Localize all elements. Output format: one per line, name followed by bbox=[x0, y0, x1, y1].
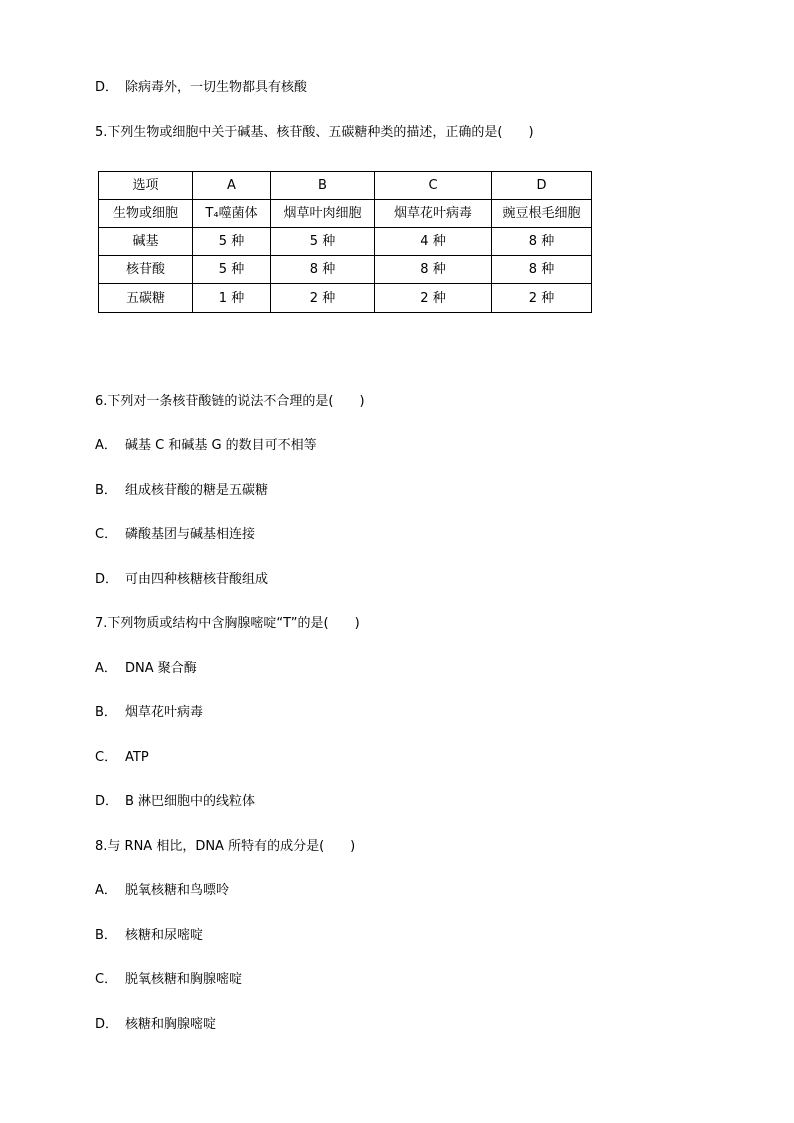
table-row bbox=[99, 256, 592, 284]
table-row bbox=[99, 228, 592, 256]
table-cell: 2 种 bbox=[271, 284, 375, 313]
option-text: DNA 聚合酶 bbox=[125, 661, 197, 676]
table-cell: 8 种 bbox=[492, 256, 592, 284]
table-cell: B bbox=[271, 172, 375, 200]
table-cell: 烟草花叶病毒 bbox=[375, 200, 492, 228]
table-cell: 豌豆根毛细胞 bbox=[492, 200, 592, 228]
table-cell: 选项 bbox=[99, 172, 193, 200]
option-label: D． bbox=[95, 80, 119, 95]
table-cell: 5 种 bbox=[193, 256, 271, 284]
table-cell: 8 种 bbox=[375, 256, 492, 284]
q6-option-a bbox=[95, 437, 317, 455]
q7-stem: 7.下列物质或结构中含胸腺嘧啶“T”的是( ) bbox=[95, 616, 360, 631]
table-cell: 5 种 bbox=[193, 228, 271, 256]
q5-stem: 5.下列生物或细胞中关于碱基、核苷酸、五碳糖种类的描述，正确的是( ) bbox=[95, 125, 534, 140]
table-cell: 8 种 bbox=[492, 228, 592, 256]
q7-option-c bbox=[95, 749, 149, 767]
table-row bbox=[99, 172, 592, 200]
table-cell: 2 种 bbox=[492, 284, 592, 313]
q7-option-a bbox=[95, 660, 197, 678]
table-cell: 1 种 bbox=[193, 284, 271, 313]
table-cell: 5 种 bbox=[271, 228, 375, 256]
option-label: D． bbox=[95, 572, 119, 587]
q8-option-a bbox=[95, 882, 229, 900]
q5-table bbox=[98, 171, 592, 313]
option-text: 碱基 C 和碱基 G 的数目可不相等 bbox=[125, 438, 317, 453]
q7-option-b bbox=[95, 704, 203, 722]
table-row bbox=[99, 284, 592, 313]
q8-stem: 8.与 RNA 相比，DNA 所特有的成分是( ) bbox=[95, 839, 356, 854]
table-row bbox=[99, 200, 592, 228]
option-label: A． bbox=[95, 883, 117, 898]
option-text: 核糖和胸腺嘧啶 bbox=[125, 1017, 217, 1032]
q8-option-d bbox=[95, 1016, 216, 1034]
table-cell: 碱基 bbox=[99, 228, 193, 256]
option-text: 组成核苷酸的糖是五碳糖 bbox=[125, 483, 269, 498]
table-cell: T₄噬菌体 bbox=[193, 200, 271, 228]
option-label: B． bbox=[95, 483, 117, 498]
table-cell: 烟草叶肉细胞 bbox=[271, 200, 375, 228]
table-cell: 8 种 bbox=[271, 256, 375, 284]
option-text: 脱氧核糖和胸腺嘧啶 bbox=[125, 972, 243, 987]
table-cell: 生物或细胞 bbox=[99, 200, 193, 228]
q6-stem: 6.下列对一条核苷酸链的说法不合理的是( ) bbox=[95, 394, 365, 409]
option-text: 烟草花叶病毒 bbox=[125, 705, 204, 720]
option-label: D． bbox=[95, 1017, 119, 1032]
option-label: B． bbox=[95, 705, 117, 720]
option-label: A． bbox=[95, 661, 117, 676]
table-cell: C bbox=[375, 172, 492, 200]
table-cell: D bbox=[492, 172, 592, 200]
table-cell: 4 种 bbox=[375, 228, 492, 256]
option-text: 除病毒外，一切生物都具有核酸 bbox=[125, 80, 308, 95]
q4-option-d bbox=[95, 79, 307, 97]
option-text: ATP bbox=[125, 750, 149, 765]
q7-option-d bbox=[95, 793, 255, 811]
table-cell: 2 种 bbox=[375, 284, 492, 313]
option-label: D． bbox=[95, 794, 119, 809]
table-cell: A bbox=[193, 172, 271, 200]
q8-option-c bbox=[95, 971, 242, 989]
table-cell: 核苷酸 bbox=[99, 256, 193, 284]
table-cell: 五碳糖 bbox=[99, 284, 193, 313]
option-text: 核糖和尿嘧啶 bbox=[125, 928, 204, 943]
q6-option-c bbox=[95, 526, 255, 544]
option-label: C． bbox=[95, 972, 118, 987]
option-label: C． bbox=[95, 750, 118, 765]
option-text: 脱氧核糖和鸟嘌呤 bbox=[125, 883, 230, 898]
option-label: C． bbox=[95, 527, 118, 542]
q6-option-d bbox=[95, 571, 268, 589]
option-text: B 淋巴细胞中的线粒体 bbox=[125, 794, 256, 809]
option-label: B． bbox=[95, 928, 117, 943]
q8-option-b bbox=[95, 927, 203, 945]
q6-option-b bbox=[95, 482, 268, 500]
option-text: 可由四种核糖核苷酸组成 bbox=[125, 572, 269, 587]
option-text: 磷酸基团与碱基相连接 bbox=[125, 527, 256, 542]
option-label: A． bbox=[95, 438, 117, 453]
